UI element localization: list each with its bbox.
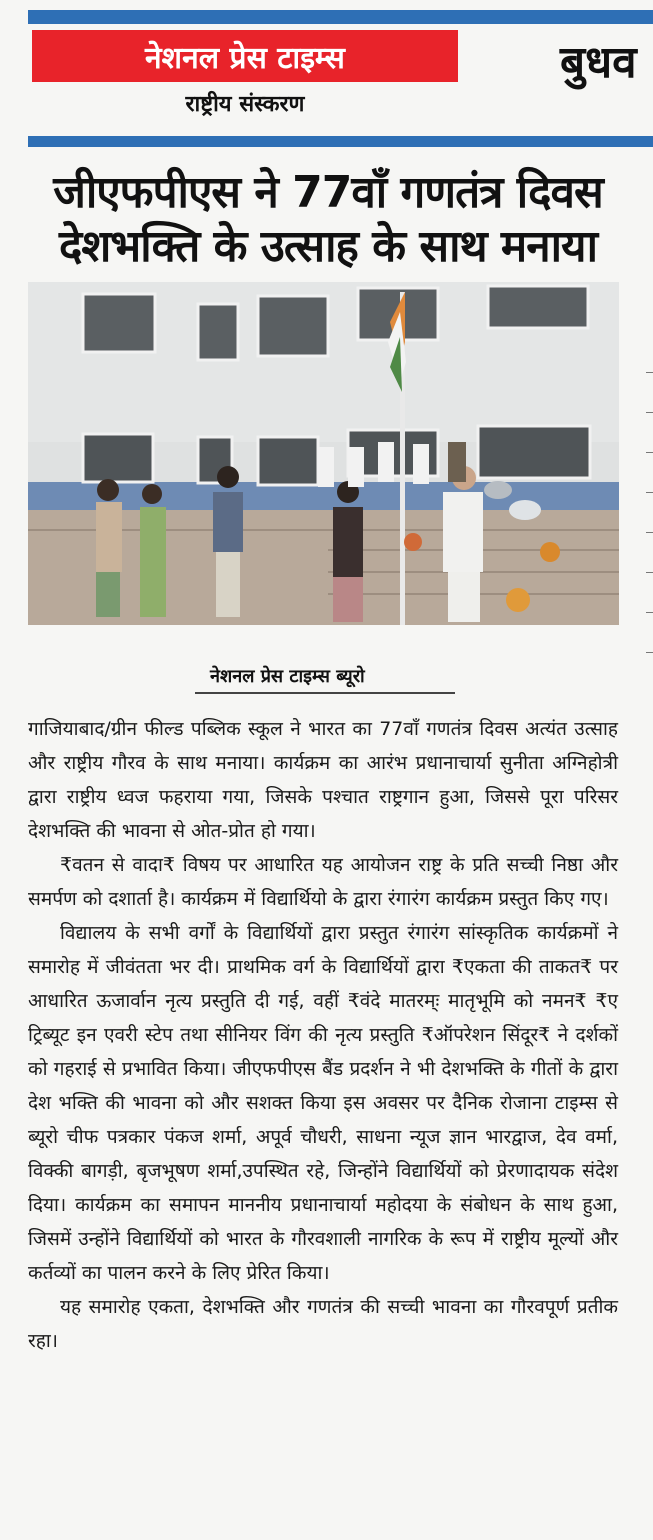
headline-line-1: जीएफपीएस ने 77वाँ गणतंत्र दिवस xyxy=(53,167,603,218)
gutter-mark xyxy=(646,612,653,613)
masthead-edition: राष्ट्रीय संस्करण xyxy=(185,92,305,117)
article-headline xyxy=(28,166,628,274)
masthead-bottom-rule xyxy=(28,136,653,147)
gutter-mark xyxy=(646,572,653,573)
article-photo xyxy=(28,282,619,625)
gutter-mark xyxy=(646,652,653,653)
article-paragraph: गाजियाबाद/ग्रीन फील्ड पब्लिक स्कूल ने भारत का 77वाँ गणतंत्र दिवस अत्यंत उत्साह और राष्ट्रीय गौरव के साथ मनाया। कार्यक्रम का आरंभ प्रधानाचार्या सुनीता अग्निहोत्री द्वारा राष्ट्रीय ध्वज फहराया गया, जिसके पश्चात राष्ट्रगान हुआ, जिससे पूरा परिसर देशभक्ति की भावना से ओत-प्रोत हो गया। xyxy=(28,718,618,842)
headline-line-2: देशभक्ति के उत्साह के साथ मनाया xyxy=(59,221,597,272)
byline-rule xyxy=(195,692,455,694)
article-paragraph: यह समारोह एकता, देशभक्ति और गणतंत्र की सच्ची भावना का गौरवपूर्ण प्रतीक रहा। xyxy=(28,1296,618,1352)
flag-hoisting-photo xyxy=(28,282,619,625)
gutter-mark xyxy=(646,372,653,373)
article-paragraph: विद्यालय के सभी वर्गों के विद्यार्थियों द्वारा प्रस्तुत रंगारंग सांस्कृतिक कार्यक्रमों ने समारोह में जीवंतता भर दी। प्राथमिक वर्ग के विद्यार्थियों द्वारा ₹एकता की ताकत₹ पर आधारित ऊजार्वान नृत्य प्रस्तुति दी गई, वहीं ₹वंदे मातरम्ः मातृभूमि को नमन₹ ₹ए ट्रिब्यूट इन एवरी स्टेप तथा सीनियर विंग की नृत्य प्रस्तुति ₹ऑपरेशन सिंदूर₹ ने दर्शकों को गहराई से प्रभावित किया। जीएफपीएस बैंड प्रदर्शन ने भी देशभक्ति के गीतों के द्वारा देश भक्ति की भावना को और सशक्त किया इस अवसर पर दैनिक रोजाना टाइम्स से ब्यूरो चीफ पत्रकार पंकज शर्मा, अपूर्व चौधरी, साधना न्यूज ज्ञान भारद्वाज, देव वर्मा, विक्की बागड़ी, बृजभूषण शर्मा,उपस्थित रहे, जिन्होंने विद्यार्थियों को प्रेरणादायक संदेश दिया। कार्यक्रम का समापन माननीय प्रधानाचार्या महोदया के संबोधन के साथ हुआ, जिसमें उन्होंने विद्यार्थियों को भारत के गौरवशाली नागरिक के रूप में राष्ट्रीय मूल्यों और कर्तव्यों का पालन करने के लिए प्रेरित किया। xyxy=(28,922,618,1284)
top-blue-rule xyxy=(28,10,653,24)
masthead-weekday: बुधव xyxy=(560,37,637,88)
gutter-mark xyxy=(646,412,653,413)
article-paragraph: ₹वतन से वादा₹ विषय पर आधारित यह आयोजन राष्ट्र के प्रति सच्ची निष्ठा और समर्पण को दशार्ता है। कार्यक्रम में विद्यार्थियो के द्वारा रंगारंग कार्यक्रम प्रस्तुत किए गए। xyxy=(28,854,618,910)
masthead-brand: नेशनल प्रेस टाइम्स xyxy=(145,40,345,76)
article-body xyxy=(28,712,618,1358)
gutter-mark xyxy=(646,532,653,533)
article-byline: नेशनल प्रेस टाइम्स ब्यूरो xyxy=(210,666,365,687)
gutter-mark xyxy=(646,452,653,453)
gutter-mark xyxy=(646,492,653,493)
